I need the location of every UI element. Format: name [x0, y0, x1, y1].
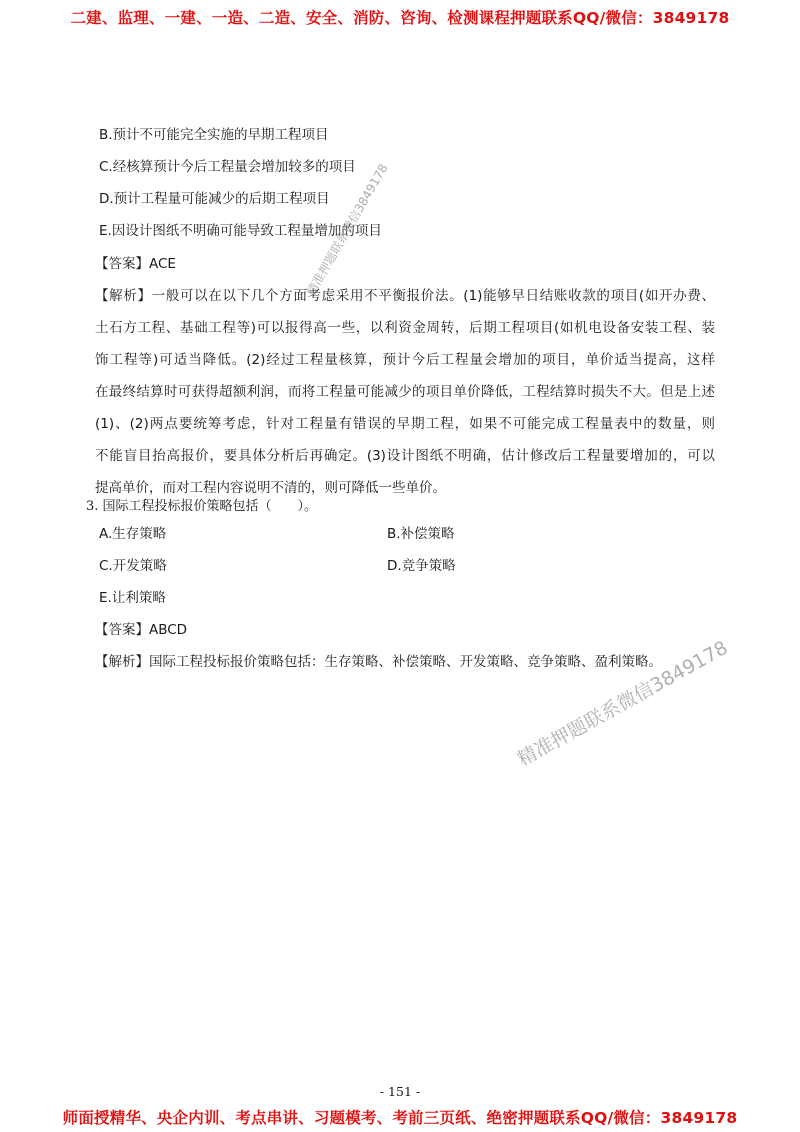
- watermark-large: 精准押题联系微信3849178: [513, 636, 732, 771]
- watermark-small: 精准押题联系微信3849178: [303, 161, 391, 298]
- q2-analysis-line-1: 【解析】一般可以在以下几个方面考虑采用不平衡报价法。(1)能够早日结账收款的项目(如开办费、: [95, 288, 715, 304]
- q3-answer: 【答案】ABCD: [95, 622, 188, 638]
- bottom-contact-banner: 师面授精华、央企内训、考点串讲、习题模考、考前三页纸、绝密押题联系QQ/微信：3849178: [62, 1109, 738, 1127]
- q3-option-a: A.生存策略: [99, 526, 167, 542]
- q3-question: 3. 国际工程投标报价策略包括（ ）。: [86, 499, 318, 514]
- q2-analysis-line-7: 提高单价，而对工程内容说明不清的，则可降低一些单价。: [95, 480, 446, 496]
- q3-option-e: E.让利策略: [99, 590, 166, 606]
- q2-analysis-line-3: 饰工程等)可适当降低。(2)经过工程量核算，预计今后工程量会增加的项目，单价适当提高，这样: [95, 352, 715, 368]
- q2-analysis-line-6: 不能盲目抬高报价，要具体分析后再确定。(3)设计图纸不明确，估计修改后工程量要增加的，可以: [95, 448, 715, 464]
- q2-option-b: B.预计不可能完全实施的早期工程项目: [99, 127, 329, 143]
- q2-analysis-line-4: 在最终结算时可获得超额利润，而将工程量可能减少的项目单价降低，工程结算时损失不大。但是上述: [95, 384, 715, 400]
- q2-analysis-line-5: (1)、(2)两点要统筹考虑，针对工程量有错误的早期工程，如果不可能完成工程量表中的数量，则: [95, 416, 715, 432]
- top-contact-banner: 二建、监理、一建、一造、二造、安全、消防、咨询、检测课程押题联系QQ/微信：3849178: [70, 9, 730, 27]
- q3-option-d: D.竞争策略: [387, 558, 456, 574]
- q2-option-c: C.经核算预计今后工程量会增加较多的项目: [99, 159, 356, 175]
- q3-analysis: 【解析】国际工程投标报价策略包括：生存策略、补偿策略、开发策略、竞争策略、盈利策略。: [95, 654, 662, 670]
- q3-option-c: C.开发策略: [99, 558, 167, 574]
- q3-option-b: B.补偿策略: [387, 526, 455, 542]
- q2-analysis-line-2: 土石方工程、基础工程等)可以报得高一些，以利资金周转，后期工程项目(如机电设备安装工程、装: [95, 320, 715, 336]
- q2-answer: 【答案】ACE: [95, 256, 176, 272]
- q2-option-e: E.因设计图纸不明确可能导致工程量增加的项目: [99, 223, 382, 239]
- page-number: - 151 -: [379, 1084, 421, 1099]
- q2-option-d: D.预计工程量可能减少的后期工程项目: [99, 191, 330, 207]
